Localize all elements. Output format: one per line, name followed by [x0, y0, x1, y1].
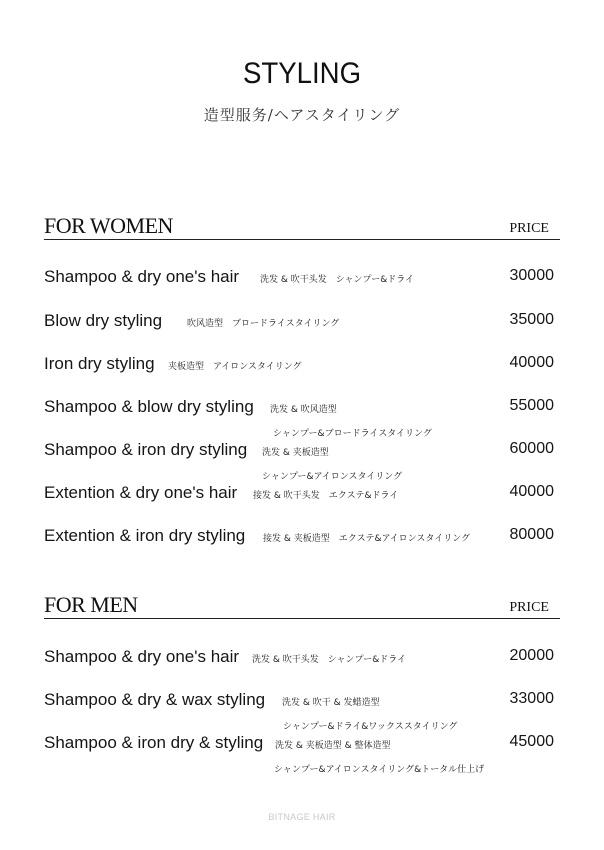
- item-price: 60000: [509, 440, 554, 457]
- item-translation: 夹板造型 アイロンスタイリング: [168, 362, 302, 372]
- item-name: Shampoo & iron dry & styling: [44, 733, 264, 752]
- item-price: 40000: [509, 483, 554, 500]
- item-price: 80000: [509, 526, 554, 543]
- section-title-men: FOR MEN: [44, 592, 138, 617]
- section-header-men: [44, 589, 560, 619]
- section-title-women: FOR WOMEN: [44, 213, 173, 238]
- item-name: Extention & dry one's hair: [44, 483, 238, 502]
- item-price: 45000: [509, 733, 554, 750]
- item-name: Shampoo & dry one's hair: [44, 267, 240, 286]
- item-translation: 接发 & 吹干头发 エクステ&ドライ: [253, 491, 399, 501]
- item-translation: 洗发 & 夹板造型: [262, 448, 329, 458]
- item-name: Shampoo & iron dry styling: [44, 440, 248, 459]
- item-price: 40000: [509, 354, 554, 371]
- price-column-label: PRICE: [509, 600, 549, 615]
- item-translation: 洗发 & 吹干头发 シャンプー&ドライ: [252, 655, 407, 665]
- section-divider: [44, 239, 560, 240]
- item-translation: 洗发 & 夹板造型 & 整体造型: [275, 741, 391, 751]
- item-note: シャンプー&ドライ&ワックススタイリング: [283, 722, 458, 732]
- menu-item: [44, 354, 554, 378]
- item-name: Iron dry styling: [44, 354, 155, 373]
- menu-item: [44, 311, 554, 335]
- menu-item: [44, 647, 554, 671]
- item-translation: 吹风造型 ブロードライスタイリング: [187, 319, 340, 329]
- item-note: シャンプー&アイロンスタイリング: [262, 472, 403, 482]
- item-name: Shampoo & blow dry styling: [44, 397, 254, 416]
- item-note: シャンプー&ブロードライスタイリング: [273, 429, 432, 439]
- item-price: 33000: [509, 690, 554, 707]
- item-price: 35000: [509, 311, 554, 328]
- menu-item: [44, 733, 554, 757]
- item-translation: 洗发 & 吹干 & 发蜡造型: [282, 698, 380, 708]
- menu-item: [44, 690, 554, 714]
- menu-item: [44, 440, 554, 464]
- item-translation: 洗发 & 吹风造型: [270, 405, 337, 415]
- brand-footer: BITNAGE HAIR: [268, 812, 336, 822]
- item-name: Extention & iron dry styling: [44, 526, 246, 545]
- menu-item: [44, 397, 554, 421]
- item-translation: 接发 & 夹板造型 エクステ&アイロンスタイリング: [263, 534, 471, 544]
- page-title: STYLING: [242, 57, 362, 90]
- price-column-label: PRICE: [509, 221, 549, 236]
- page-subtitle: 造型服务/ヘアスタイリング: [203, 106, 401, 124]
- item-name: Shampoo & dry & wax styling: [44, 690, 266, 709]
- item-translation: 洗发 & 吹干头发 シャンプー&ドライ: [260, 275, 415, 285]
- item-name: Shampoo & dry one's hair: [44, 647, 240, 666]
- menu-item: [44, 526, 554, 550]
- section-header-women: [44, 210, 560, 240]
- menu-item: [44, 267, 554, 291]
- item-name: Blow dry styling: [44, 311, 163, 330]
- menu-item: [44, 483, 554, 507]
- section-divider: [44, 618, 560, 619]
- item-note: シャンプー&アイロンスタイリング&トータル仕上げ: [274, 765, 485, 775]
- item-price: 30000: [509, 267, 554, 284]
- item-price: 55000: [509, 397, 554, 414]
- item-price: 20000: [509, 647, 554, 664]
